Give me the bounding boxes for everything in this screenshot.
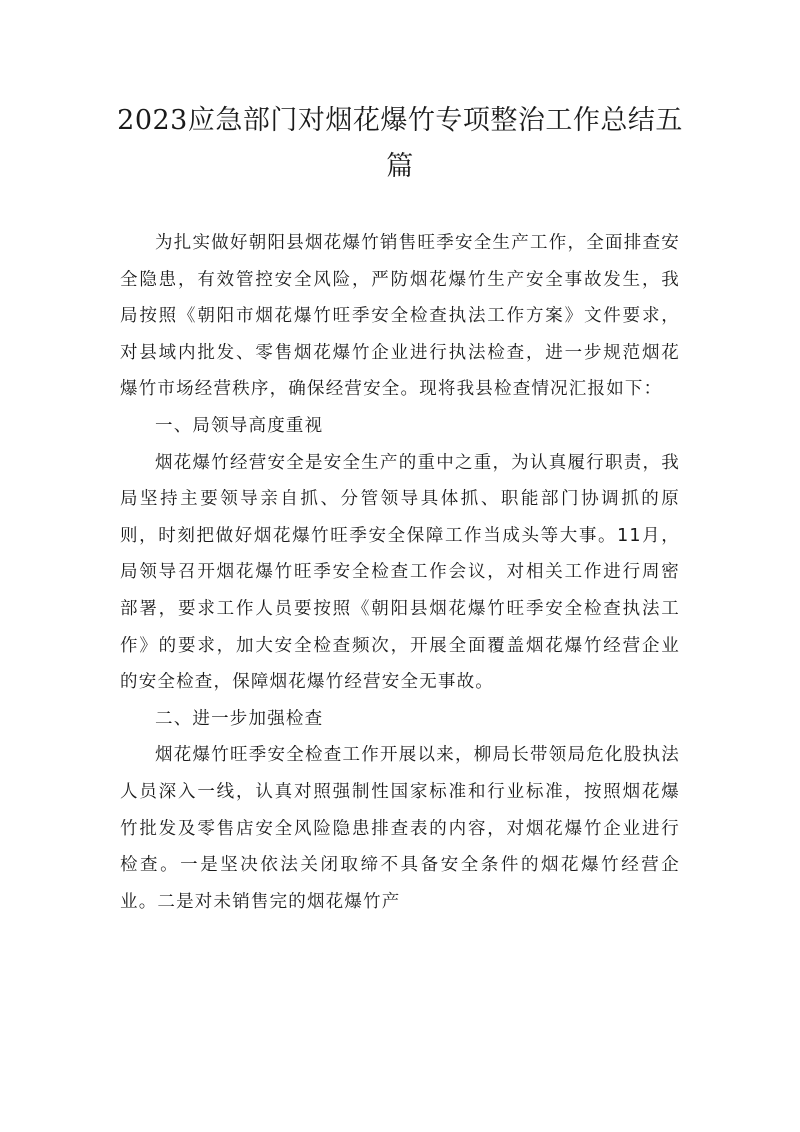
section-heading-2: 二、进一步加强检查 xyxy=(155,708,324,729)
section-2-paragraph: 烟花爆竹旺季安全检查工作开展以来，柳局长带领局危化股执法人员深入一线，认真对照强制性国家标准和行业标准，按照烟花爆竹批发及零售店安全风险隐患排查表的内容，对烟花爆竹企业进行检查。一是坚决依法关闭取缔不具备安全条件的烟花爆竹经营企业。二是对未销售完的烟花爆竹产 xyxy=(120,745,680,912)
section-heading-1: 一、局领导高度重视 xyxy=(155,415,324,436)
intro-paragraph: 为扎实做好朝阳县烟花爆竹销售旺季安全生产工作，全面排查安全隐患，有效管控安全风险，严防烟花爆竹生产安全事故发生，我局按照《朝阳市烟花爆竹旺季安全检查执法工作方案》文件要求，对县域内批发、零售烟花爆竹企业进行执法检查，进一步规范烟花爆竹市场经营秩序，确保经营安全。现将我县检查情况汇报如下： xyxy=(120,233,680,400)
section-1-paragraph: 烟花爆竹经营安全是安全生产的重中之重，为认真履行职责，我局坚持主要领导亲自抓、分管领导具体抓、职能部门协调抓的原则，时刻把做好烟花爆竹旺季安全保障工作当成头等大事。11月，局领导召开烟花爆竹旺季安全检查工作会议，对相关工作进行周密部署，要求工作人员要按照《朝阳县烟花爆竹旺季安全检查执法工作》的要求，加大安全检查频次，开展全面覆盖烟花爆竹经营企业的安全检查，保障烟花爆竹经营安全无事故。 xyxy=(120,452,680,693)
document-title: 2023应急部门对烟花爆竹专项整治工作总结五篇 xyxy=(117,105,683,182)
document-body xyxy=(120,225,680,920)
